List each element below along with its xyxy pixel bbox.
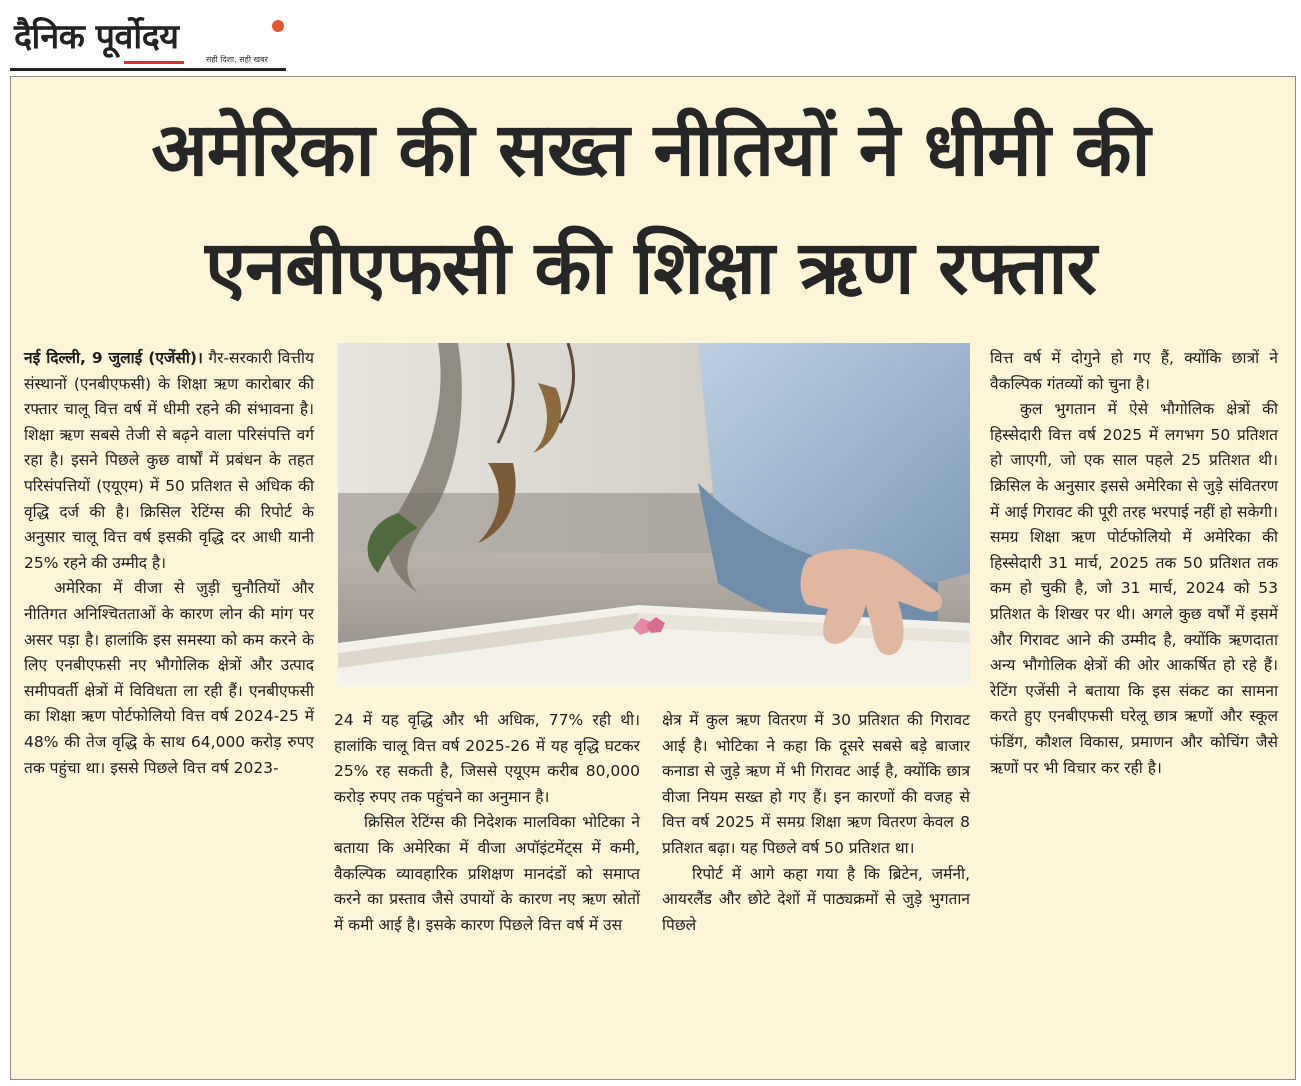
article-paragraph: क्रिसिल रेटिंग्स की निदेशक मालविका भोटिका ने बताया कि अमेरिका में वीजा अपॉइंटमेंट्स में कमी, वैकल्पिक व्यावहारिक प्रशिक्षण मानदंडों को समाप्त करने का प्रस्ताव जैसे उपायों के कारण नए ऋण स्रोतों में कमी आई है। इसके कारण पिछले वित्त वर्ष में उस	[334, 813, 640, 934]
article-paragraph: 24 में यह वृद्धि और भी अधिक, 77% रही थी। हालांकि चालू वित्त वर्ष 2025-26 में यह वृद्धि घटकर 25% रह सकती है, जिससे एयूएम करीब 80,000 करोड़ रुपए तक पहुंचने का अनुमान है।	[334, 711, 640, 806]
logo-rule	[10, 68, 286, 71]
article-paragraph: नई दिल्ली, 9 जुलाई (एजेंसी)। गैर-सरकारी वित्तीय संस्थानों (एनबीएफसी) के शिक्षा ऋण कारोबार की रफ्तार चालू वित्त वर्ष में धीमी रहने की संभावना है। शिक्षा ऋण सबसे तेजी से बढ़ने वाला परिसंपत्ति वर्ग रहा है। इसने पिछले कुछ वार्षों में प्रबंधन के तहत परिसंपत्तियों (एयूएम) में 50 प्रतिशत से अधिक की वृद्धि दर्ज की है। क्रिसिल रेटिंग्स की रिपोर्ट के अनुसार चालू वित्त वर्ष इसकी वृद्धि दर आधी यानी 25% रहने की उम्मीद है।	[24, 349, 314, 572]
article-photo	[338, 343, 970, 686]
article-column-2	[334, 708, 640, 938]
article-column-4	[990, 346, 1278, 781]
headline-line-1: अमेरिका की सख्त नीतियों ने धीमी की	[151, 107, 1150, 193]
newspaper-logo: दैनिक पूर्वोदय	[14, 17, 179, 57]
newspaper-tagline: सही दिशा, सही खबर	[206, 55, 268, 64]
article-paragraph: वित्त वर्ष में दोगुने हो गए हैं, क्योंकि छात्रों ने वैकल्पिक गंतव्यों को चुना है।	[990, 349, 1278, 393]
photo-reading-book-illustration	[338, 343, 970, 686]
headline-line-2: एनबीएफसी की शिक्षा ऋण रफ्तार	[205, 225, 1096, 311]
article-paragraph: क्षेत्र में कुल ऋण वितरण में 30 प्रतिशत की गिरावट आई है। भोटिका ने कहा कि दूसरे सबसे बड़े बाजार कनाडा से जुड़े ऋण में भी गिरावट आई है, क्योंकि छात्र वीजा नियम सख्त हो गए हैं। इन कारणों की वजह से वित्त वर्ष 2025 में समग्र शिक्षा ऋण वितरण केवल 8 प्रतिशत बढ़ा। यह पिछले वर्ष 50 प्रतिशत था।	[662, 711, 970, 857]
article-column-1	[24, 346, 314, 781]
article-paragraph: कुल भुगतान में ऐसे भौगोलिक क्षेत्रों की हिस्सेदारी वित्त वर्ष 2025 में लगभग 50 प्रतिशत हो जाएगी, जो एक साल पहले 25 प्रतिशत थी। क्रिसिल के अनुसार इससे अमेरिका से जुड़े संवितरण में आई गिरावट की पूरी तरह भरपाई नहीं हो सकेगी। समग्र शिक्षा ऋण पोर्टफोलियो में अमेरिका की हिस्सेदारी 31 मार्च, 2025 तक 50 प्रतिशत तक कम हो चुकी है, जो 31 मार्च, 2024 को 53 प्रतिशत के शिखर पर थी। अगले कुछ वर्षों में इसमें और गिरावट आने की उम्मीद है, क्योंकि ऋणदाता अन्य भौगोलिक क्षेत्रों की ओर आकर्षित हो रहे हैं। रेटिंग एजेंसी ने बताया कि इस संकट का सामना करते हुए एनबीएफसी घरेलू छात्र ऋणों और स्कूल फंडिंग, कौशल विकास, प्रमाणन और कोचिंग जैसे ऋणों पर भी विचार कर रही है।	[990, 400, 1278, 777]
dateline: नई दिल्ली, 9 जुलाई (एजेंसी)।	[24, 349, 203, 367]
article-paragraph: रिपोर्ट में आगे कहा गया है कि ब्रिटेन, जर्मनी, आयरलैंड और छोटे देशों में पाठ्यक्रमों से जुड़े भुगतान पिछले	[662, 864, 970, 934]
article-paragraph: अमेरिका में वीजा से जुड़ी चुनौतियों और नीतिगत अनिश्चितताओं के कारण लोन की मांग पर असर पड़ा है। हालांकि इस समस्या को कम करने के लिए एनबीएफसी नए भौगोलिक क्षेत्रों और उत्पाद समीपवर्ती क्षेत्रों में विविधता ला रही हैं। एनबीएफसी का शिक्षा ऋण पोर्टफोलियो वित्त वर्ष 2024-25 में 48% की तेज वृद्धि के साथ 64,000 करोड़ रुपए तक पहुंचा था। इससे पिछले वित्त वर्ष 2023-	[24, 579, 314, 777]
masthead	[10, 6, 290, 72]
article-column-3	[662, 708, 970, 938]
logo-dot-icon	[272, 20, 284, 32]
logo-accent-rule	[124, 61, 184, 64]
